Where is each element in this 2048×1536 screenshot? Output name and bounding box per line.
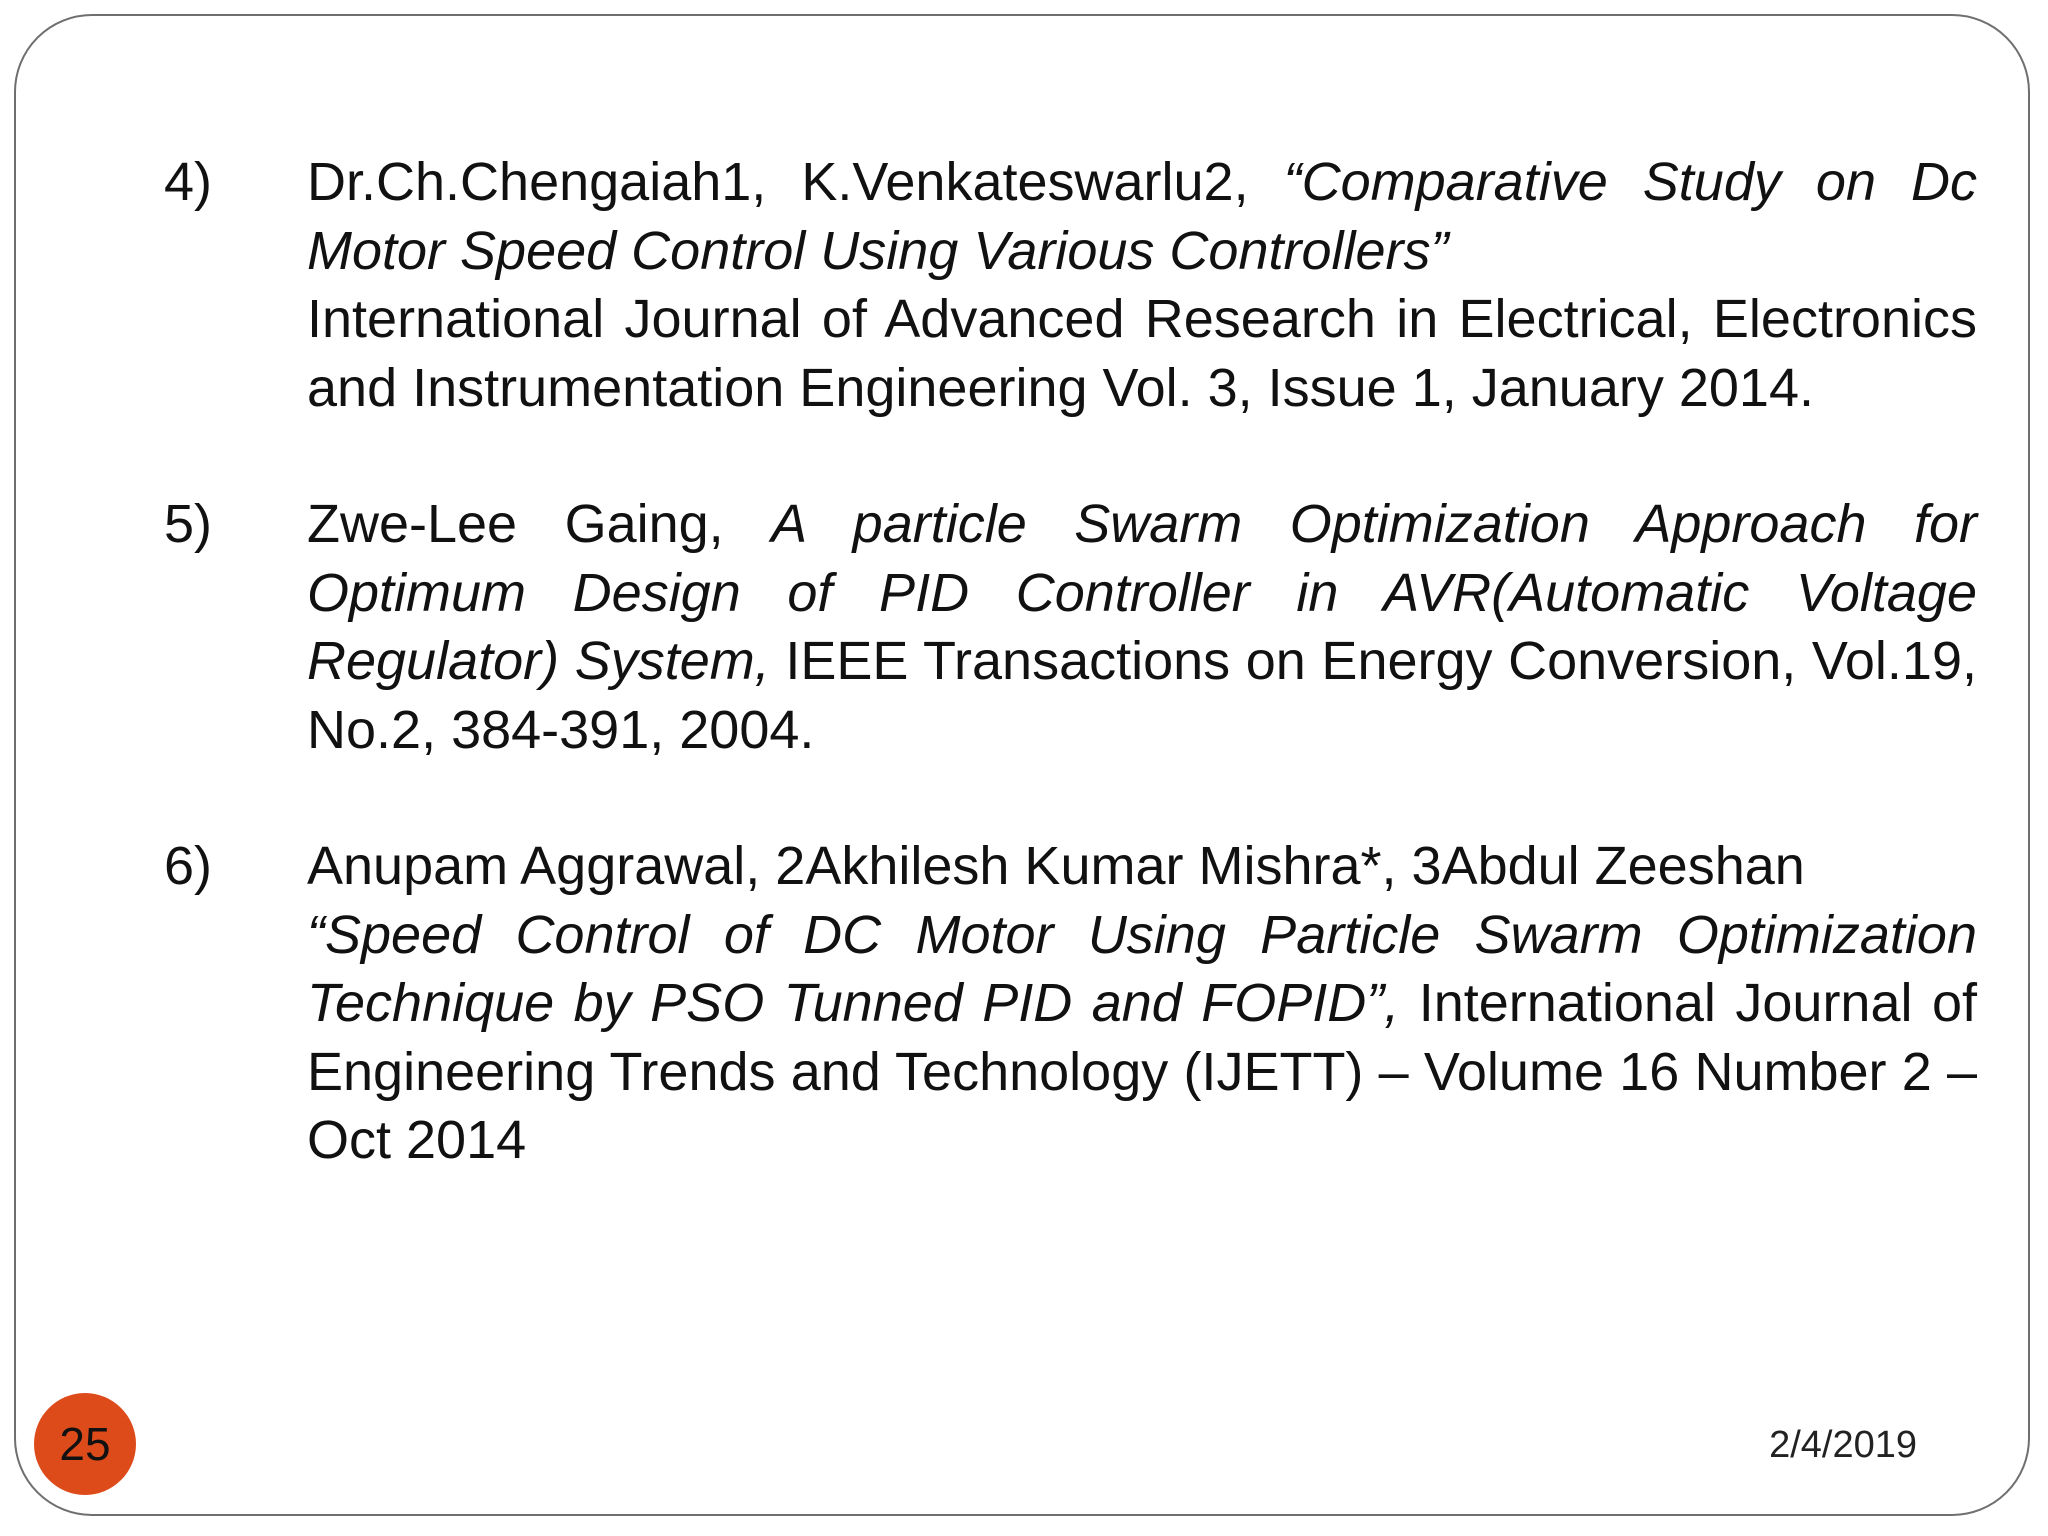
reference-number: 6) xyxy=(164,836,213,896)
reference-venue: IEEE Transactions on Energy Conversion, Vol.19, No.2, 384-391, 2004. xyxy=(307,631,1977,760)
reference-list xyxy=(164,148,1984,1243)
reference-item-5 xyxy=(164,490,1984,764)
reference-text xyxy=(307,490,1977,764)
reference-title: “Speed Control of DC Motor Using Particle Swarm Optimization Technique by PSO Tunned PID and FOPID”, xyxy=(307,904,1977,1033)
reference-item-4 xyxy=(164,148,1984,422)
reference-text xyxy=(307,148,1977,422)
reference-title: A particle Swarm Optimization Approach for Optimum Design of PID Controller in AVR(Automatic Voltage Regulator) System, xyxy=(307,494,1977,691)
reference-number: 5) xyxy=(164,494,213,554)
reference-number: 4) xyxy=(164,152,213,212)
slide-number-badge: 25 xyxy=(34,1393,136,1495)
reference-item-6 xyxy=(164,832,1984,1175)
reference-venue: International Journal of Engineering Trends and Technology (IJETT) – Volume 16 Number 2 – Oct 2014 xyxy=(307,973,1977,1170)
slide-date: 2/4/2019 xyxy=(1769,1424,1917,1466)
reference-authors: Zwe-Lee Gaing, xyxy=(307,494,772,554)
reference-text xyxy=(307,832,1977,1175)
reference-authors: Dr.Ch.Chengaiah1, K.Venkateswarlu2, xyxy=(307,152,1284,212)
reference-authors: Anupam Aggrawal, 2Akhilesh Kumar Mishra*, 3Abdul Zeeshan xyxy=(307,836,1805,896)
reference-title: “Comparative Study on Dc Motor Speed Control Using Various Controllers” xyxy=(307,152,1978,281)
reference-venue: International Journal of Advanced Research in Electrical, Electronics and Instrumentation Engineering Vol. 3, Issue 1, January 2014. xyxy=(307,289,1977,418)
